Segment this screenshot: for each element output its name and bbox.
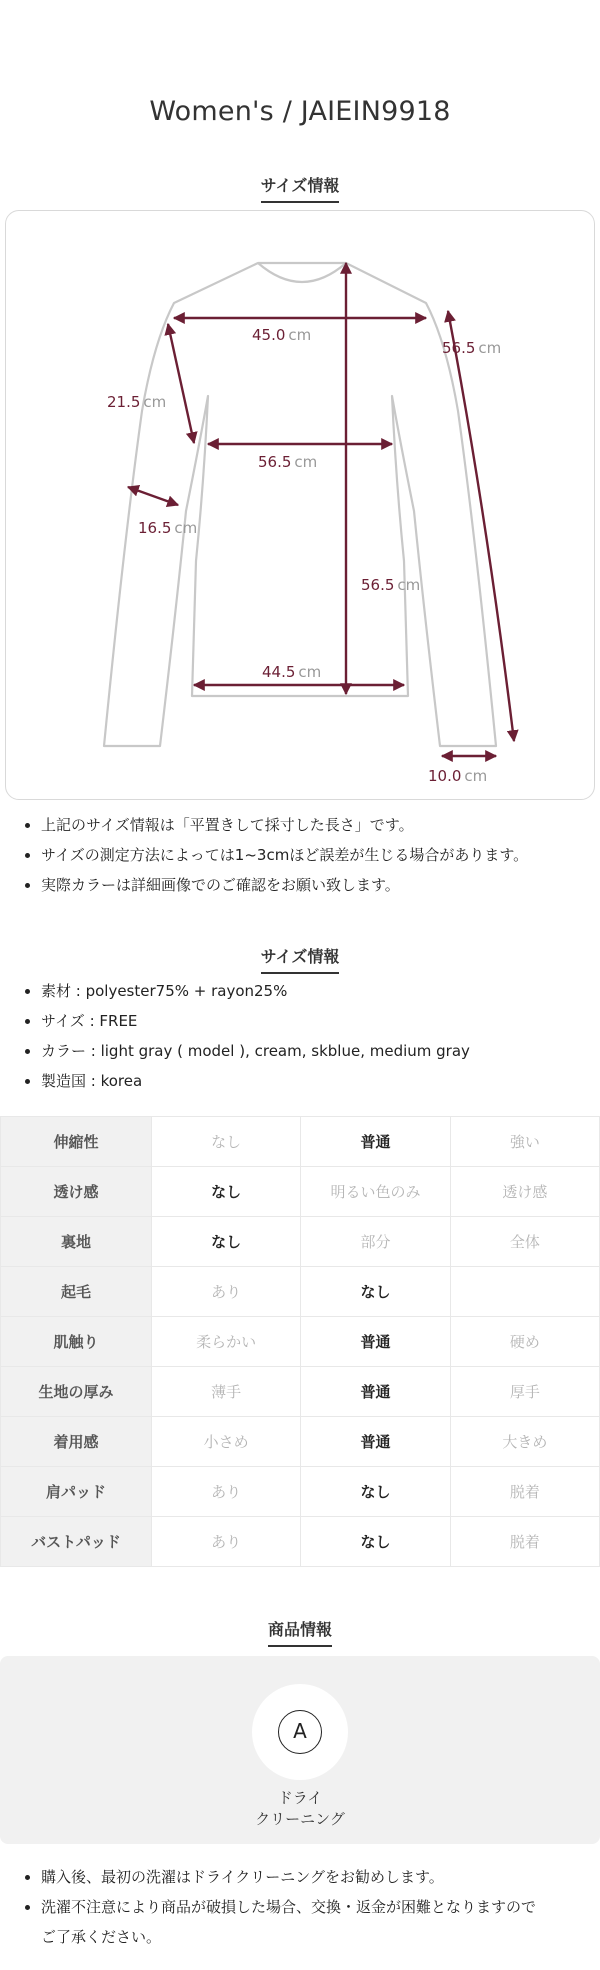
hem-value: 44.5	[262, 663, 296, 681]
armhole-unit: cm	[143, 393, 167, 411]
table-row	[1, 1167, 600, 1217]
length-unit: cm	[397, 576, 421, 594]
spec-list	[22, 976, 582, 1096]
attribute-option: 普通	[301, 1367, 450, 1417]
attribute-label: 肌触り	[1, 1317, 152, 1367]
size-diagram	[5, 210, 595, 800]
list-item: 製造国 : korea	[22, 1066, 582, 1096]
size-notes-list	[22, 810, 582, 900]
attribute-option: 部分	[301, 1217, 450, 1267]
chest-value: 56.5	[258, 453, 292, 471]
attribute-option: 薄手	[152, 1367, 301, 1417]
table-row	[1, 1217, 600, 1267]
garment-diagram	[6, 211, 596, 801]
chest-unit: cm	[294, 453, 318, 471]
attribute-option: なし	[301, 1517, 450, 1567]
attribute-label: 生地の厚み	[1, 1367, 152, 1417]
sleeve-unit: cm	[478, 339, 502, 357]
sleeve-opening-value: 16.5	[138, 519, 172, 537]
svg-text:44.5cm	[262, 663, 321, 681]
attribute-option: 明るい色のみ	[301, 1167, 450, 1217]
size-info-heading: サイズ情報	[0, 173, 600, 203]
attribute-option: 脱着	[450, 1467, 599, 1517]
attribute-option: 大きめ	[450, 1417, 599, 1467]
table-row	[1, 1367, 600, 1417]
attribute-option: 普通	[301, 1417, 450, 1467]
list-item: カラー : light gray ( model ), cream, skblue, medium gray	[22, 1036, 582, 1066]
list-item: 購入後、最初の洗濯はドライクリーニングをお勧めします。	[22, 1862, 582, 1892]
table-row	[1, 1267, 600, 1317]
armhole-line	[168, 324, 194, 443]
hem-unit: cm	[298, 663, 322, 681]
shoulder-unit: cm	[288, 326, 312, 344]
product-info-heading: 商品情報	[0, 1617, 600, 1647]
care-notes-list	[22, 1862, 582, 1952]
attribute-option: 普通	[301, 1117, 450, 1167]
svg-text:56.5cm	[442, 339, 501, 357]
svg-text:21.5cm	[107, 393, 166, 411]
attribute-option: 普通	[301, 1317, 450, 1367]
care-icon-circle	[252, 1684, 348, 1780]
product-title: Women's / JAIEIN9918	[149, 96, 451, 127]
attribute-label: 起毛	[1, 1267, 152, 1317]
attribute-option: なし	[152, 1217, 301, 1267]
measurement-labels	[107, 326, 501, 785]
attribute-option: なし	[301, 1267, 450, 1317]
attribute-label: バストパッド	[1, 1517, 152, 1567]
care-note-line1: 洗濯不注意により商品が破損した場合、交換・返金が困難となりますので	[41, 1898, 537, 1916]
care-label	[0, 1788, 600, 1830]
list-item: 素材 : polyester75% + rayon25%	[22, 976, 582, 1006]
care-note-line2: ご了承ください。	[41, 1928, 162, 1946]
care-label-line2: クリーニング	[255, 1810, 345, 1828]
list-item: 実際カラーは詳細画像でのご確認をお願い致します。	[22, 870, 582, 900]
table-row	[1, 1467, 600, 1517]
svg-text:16.5cm	[138, 519, 197, 537]
attribute-option: 脱着	[450, 1517, 599, 1567]
sleeve-opening-line	[128, 487, 178, 505]
attribute-option: 全体	[450, 1217, 599, 1267]
care-label-line1: ドライ	[277, 1789, 323, 1807]
table-row	[1, 1317, 600, 1367]
attribute-label: 伸縮性	[1, 1117, 152, 1167]
attribute-option	[450, 1267, 599, 1317]
list-item: サイズの測定方法によっては1~3cmほど誤差が生じる場合があります。	[22, 840, 582, 870]
length-value: 56.5	[361, 576, 395, 594]
svg-text:56.5cm	[258, 453, 317, 471]
sleeve-line	[448, 311, 514, 741]
table-row	[1, 1117, 600, 1167]
svg-text:10.0cm	[428, 767, 487, 785]
attribute-option: あり	[152, 1517, 301, 1567]
list-item	[22, 1892, 582, 1952]
attribute-option: なし	[152, 1117, 301, 1167]
attribute-label: 肩パッド	[1, 1467, 152, 1517]
attribute-label: 透け感	[1, 1167, 152, 1217]
list-item: 上記のサイズ情報は「平置きして採寸した長さ」です。	[22, 810, 582, 840]
attribute-option: 強い	[450, 1117, 599, 1167]
spec-heading: サイズ情報	[0, 944, 600, 974]
sleeve-opening-unit: cm	[174, 519, 198, 537]
svg-text:56.5cm	[361, 576, 420, 594]
sleeve-value: 56.5	[442, 339, 476, 357]
cuff-value: 10.0	[428, 767, 462, 785]
care-panel	[0, 1656, 600, 1844]
table-row	[1, 1417, 600, 1467]
attribute-option: 硬め	[450, 1317, 599, 1367]
svg-text:45.0cm	[252, 326, 311, 344]
attribute-table	[0, 1116, 600, 1567]
attribute-option: 厚手	[450, 1367, 599, 1417]
attribute-option: 柔らかい	[152, 1317, 301, 1367]
armhole-value: 21.5	[107, 393, 141, 411]
attribute-option: あり	[152, 1467, 301, 1517]
dry-clean-icon: A	[278, 1710, 322, 1754]
cuff-unit: cm	[464, 767, 488, 785]
table-row	[1, 1517, 600, 1567]
shoulder-value: 45.0	[252, 326, 286, 344]
attribute-option: 透け感	[450, 1167, 599, 1217]
attribute-option: あり	[152, 1267, 301, 1317]
list-item: サイズ : FREE	[22, 1006, 582, 1036]
attribute-option: なし	[301, 1467, 450, 1517]
attribute-option: なし	[152, 1167, 301, 1217]
attribute-label: 着用感	[1, 1417, 152, 1467]
attribute-option: 小さめ	[152, 1417, 301, 1467]
attribute-label: 裏地	[1, 1217, 152, 1267]
